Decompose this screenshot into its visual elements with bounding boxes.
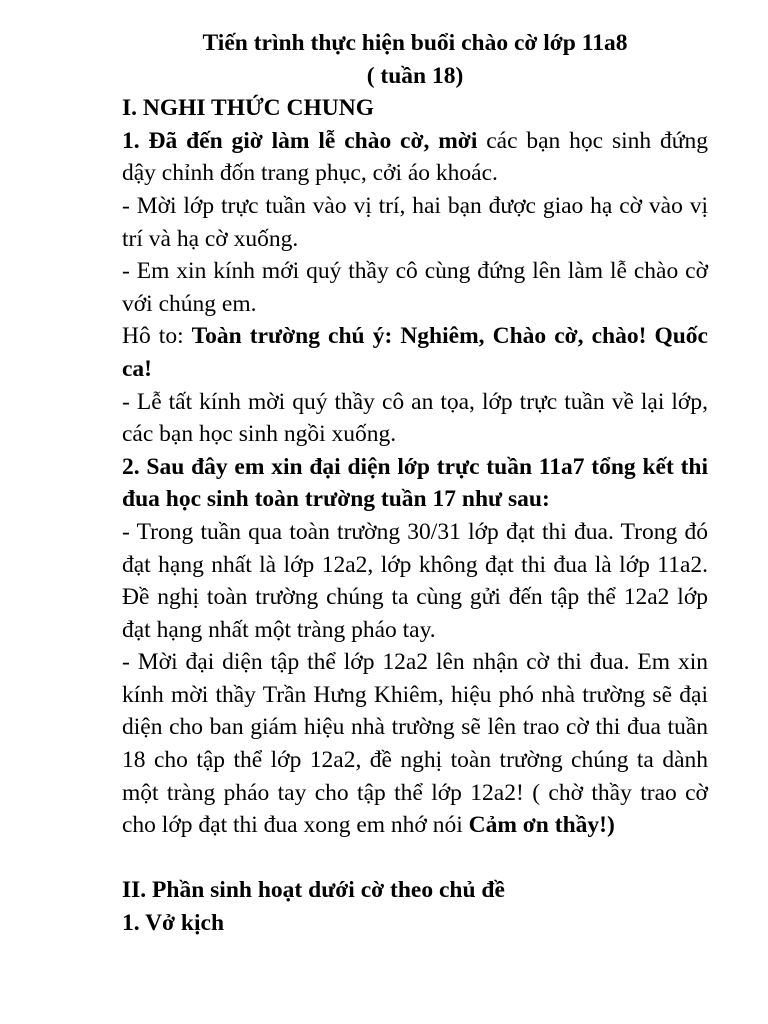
paragraph-bold-lead: 1. Đã đến giờ làm lễ chào cờ, mời: [122, 127, 478, 154]
paragraph-flag-ceremony-start: [122, 125, 708, 190]
document-subtitle: ( tuần 18): [366, 62, 464, 89]
document-title: Tiến trình thực hiện buổi chào cờ lớp 11a8: [202, 30, 628, 56]
paragraph-competition-results: - Trong tuần qua toàn trường 30/31 lớp đạt thi đua. Trong đó đạt hạng nhất là lớp 12a2, lớp không đạt thi đua là lớp 11a2. Đề nghị toàn trường chúng ta cùng gửi đến tập thể 12a2 lớp đạt hạng nhất một tràng pháo tay.: [122, 518, 708, 643]
document-page: [122, 27, 708, 940]
paragraph-ceremony-end: - Lễ tất kính mời quý thầy cô an tọa, lớp trực tuần về lại lớp, các bạn học sinh ngồi xuống.: [122, 388, 708, 448]
paragraph-lead: Hô to:: [122, 323, 192, 350]
paragraph-bold-thanks: Cảm ơn thầy!): [468, 812, 615, 839]
paragraph-bold-command: Toàn trường chú ý: Nghiêm, Chào cờ, chào! Quốc ca!: [122, 323, 708, 382]
subsection-heading-play: 1. Vở kịch: [122, 910, 225, 937]
paragraph-competition-summary-heading: 2. Sau đây em xin đại diện lớp trực tuần 11a7 tổng kết thi đua học sinh toàn trường tuần 17 như sau:: [122, 453, 708, 513]
paragraph-flag-award: [122, 646, 708, 842]
section-heading-general-protocol: I. NGHI THỨC CHUNG: [122, 95, 374, 122]
section-heading-activity: II. Phần sinh hoạt dưới cờ theo chủ đề: [122, 877, 505, 904]
paragraph-text: - Mời đại diện tập thể lớp 12a2 lên nhận cờ thi đua. Em xin kính mời thầy Trần Hưng Khiêm, hiệu phó nhà trường sẽ đại diện cho ban giám hiệu nhà trường sẽ lên trao cờ thi đua tuần 18 cho tập thể lớp 12a2, đề nghị toàn trường chúng ta dành một tràng pháo tay cho tập thể lớp 12a2! ( chờ thầy trao cờ cho lớp đạt thi đua xong em nhớ nói: [122, 649, 708, 839]
paragraph-command: [122, 320, 708, 385]
paragraph-text: các bạn học sinh đứng dậy chỉnh đốn trang phục, cởi áo khoác.: [122, 127, 708, 187]
blank-line: [122, 842, 708, 875]
paragraph-invite-teachers: - Em xin kính mới quý thầy cô cùng đứng lên làm lễ chào cờ với chúng em.: [122, 258, 708, 317]
paragraph-duty-class: - Mời lớp trực tuần vào vị trí, hai bạn được giao hạ cờ vào vị trí và hạ cờ xuống.: [122, 192, 708, 252]
